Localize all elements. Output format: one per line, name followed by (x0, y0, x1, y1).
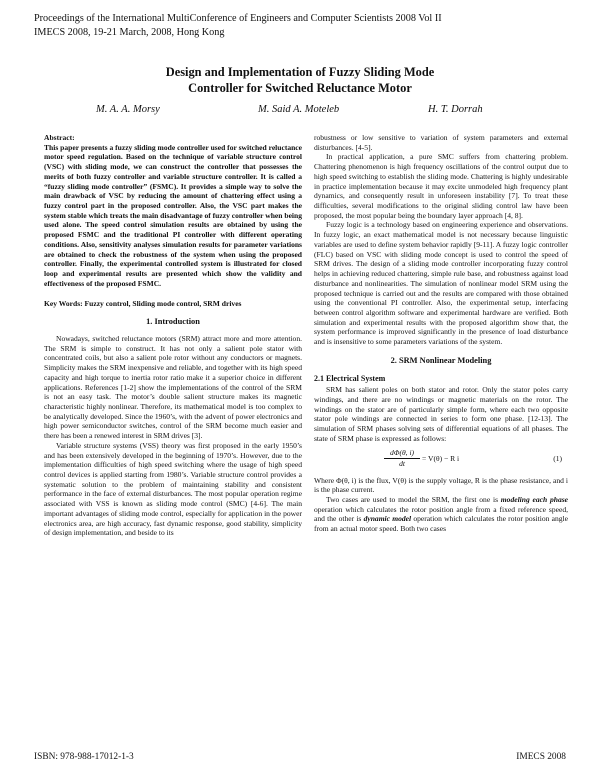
author-3: H. T. Dorrah (428, 104, 483, 115)
equation-rhs: = V(θ) − R i (422, 453, 460, 463)
equation-where-text: Where Φ(θ, i) is the flux, V(θ) is the supply voltage, R is the phase resistance, and i is the phase current. (314, 475, 568, 495)
intro-paragraph-2: Variable structure systems (VSS) theory was first proposed in the early 1950’s and has been extensively developed in the beginning of 1970’s. However, due to the implementation difficulties of high speed switching where the usage of high speed control devices is applied starting from 1980’s. Variable structure control provides a systematic solution to the problem of maintaining stability and consistent performance in the face of external disturbances. The most popular operation regime associated with VSS is known as sliding mode control (SMC) [4-6]. The main important advantages of sliding mode control, especially for application in the power electronics area, are high accuracy, fast dynamic response, good stability, simplicity of design implementation, and beside to its (44, 440, 302, 538)
equation-1 (314, 446, 568, 474)
abstract-text: This paper presents a fuzzy sliding mode controller used for switched reluctance motor speed regulation. Based on the technique of variable structure control (VSC) with sliding mode, we can construct the controller that possesses the merits of both fuzzy controller and variable structure controller. It is called a “fuzzy sliding mode controller” (FSMC). It provides a simple way to solve the main drawback of VSC by reducing the amount of chattering effect using a fuzzy control part in the proposed controller. Also, the VSC part makes the system stable which treats the main disadvantage of fuzzy controller when being used alone. The speed control simulation results are obtained by using the proposed FSMC and the traditional PI controller with different operating conditions. Also, sensitivity analyses simulation results for parameter variations are obtained to check the robustness of the system when using the proposed controller. Finally, the experimental controlled system is illustrated for closed loop and experimental results are presented which show the validity and effectiveness of the proposed FSMC. (44, 142, 302, 288)
abstract (44, 133, 302, 289)
p2-emphasis-1: modeling each phase (500, 495, 568, 504)
author-2: M. Said A. Moteleb (258, 104, 340, 115)
intro-paragraph-1: Nowadays, switched reluctance motors (SRM) attract more and more attention. The SRM is simple to construct. It has not only a salient pole stator with concentrated coils, but also a salient pole rotor without any conductors or magnets. Simplicity makes the SRM inexpensive and reliable, and together with its high speed capacity and high torque to inertia rotor ratio make it a superior choice in different applications. References [1-2] show the implementations of the control of the SRM is not an easy task. The motor’s double salient structure makes its magnetic characteristic highly nonlinear. Therefore, its mathematical model is too complex to be analytically developed. Since the 1960’s, with the advent of power electronics and high power semiconductor switches, control of the SRM become much easier and there has been a renewed interest in SRM drives [3]. (44, 333, 302, 441)
author-1: M. A. A. Morsy (96, 104, 160, 115)
subsection-2-1-heading: 2.1 Electrical System (314, 373, 386, 383)
keywords: Key Words: Fuzzy control, Sliding mode control, SRM drives (44, 298, 242, 308)
proceedings-header (34, 12, 442, 39)
footer-isbn: ISBN: 978-988-17012-1-3 (34, 752, 134, 762)
abstract-label: Abstract: (44, 133, 75, 142)
equation-denominator: dt (399, 459, 405, 469)
paper-title (0, 64, 600, 96)
section-2-heading: 2. SRM Nonlinear Modeling (390, 355, 492, 365)
left-column (44, 133, 302, 538)
introduction-heading: 1. Introduction (146, 317, 200, 327)
right-column (314, 133, 568, 534)
footer-conference: IMECS 2008 (516, 752, 566, 762)
section-2-paragraph-1: SRM has salient poles on both stator and rotor. Only the stator poles carry windings, and there are no windings or magnetic materials on the rotor. The windings on the stator are of particularly simple form, where each two opposite stator pole windings are connected in series to form one phase. [12-13]. The simulation of SRM phases solving sets of differential equations of all phases. The state of SRM phase is expressed as follows: (314, 385, 568, 443)
p2-part-e: operation which calculates the rotor position angle from an actual motor speed. Both two cases (314, 514, 568, 534)
equation-numerator: dΦ(θ, i) (384, 448, 420, 460)
proceedings-line-2: IMECS 2008, 19-21 March, 2008, Hong Kong (34, 26, 225, 38)
intro-paragraph-5: Fuzzy logic is a technology based on engineering experience and observations. In fuzzy logic, an exact mathematical model is not necessary because linguistic variables are used to define system behavior rapidly [9-11]. A fuzzy logic controller (FLC) based on VSC with sliding mode concept is used to control the speed of SRM drives. The design of a sliding mode controller incorporating fuzzy control helps in achieving reduced chattering, simple rule base, and robustness against load disturbance and nonlinearities. The simulation of nonlinear model SRM using the proposed technique is carried out and the results are compared with those obtained using the conventional PI controller. Also, the experimental setup, interfacing between control algorithm software and experimental hardware are verified. Both simulation and experimental results with the proposed algorithm show that, the system performance is improved significantly in the presence of load disturbance and is insensitive to some parameters variations of the system. (314, 220, 568, 347)
intro-paragraph-3: robustness or low sensitive to variation of system parameters and external disturbances. [4-5]. (314, 133, 568, 152)
p2-part-c: operation which calculates the rotor position angle from a fixed reference speed, and the other is (314, 504, 568, 524)
equation-number: (1) (553, 453, 562, 463)
proceedings-line-1: Proceedings of the International MultiConference of Engineers and Computer Scientists 2008 Vol II (34, 13, 442, 24)
title-line-1: Design and Implementation of Fuzzy Sliding Mode (165, 65, 435, 79)
p2-emphasis-2: dynamic model (363, 514, 412, 524)
intro-paragraph-4: In practical application, a pure SMC suffers from chattering problem. Chattering phenomenon is high frequency oscillations of the control output due to high speed switching to establish the sliding mode. Chattering is highly undesirable in practice implementation because it may excite unmodeled high frequency plant dynamics, and consequently result in unforeseen instability [7]. To treat these difficulties, several modifications to the original sliding control law have been proposed, the most popular being the boundary layer approach [4, 8]. (314, 152, 568, 220)
equation-fraction (384, 448, 420, 469)
title-line-2: Controller for Switched Reluctance Motor (188, 81, 412, 95)
p2-part-a: Two cases are used to model the SRM, the first one is (326, 495, 501, 504)
section-2-paragraph-2 (314, 495, 568, 534)
